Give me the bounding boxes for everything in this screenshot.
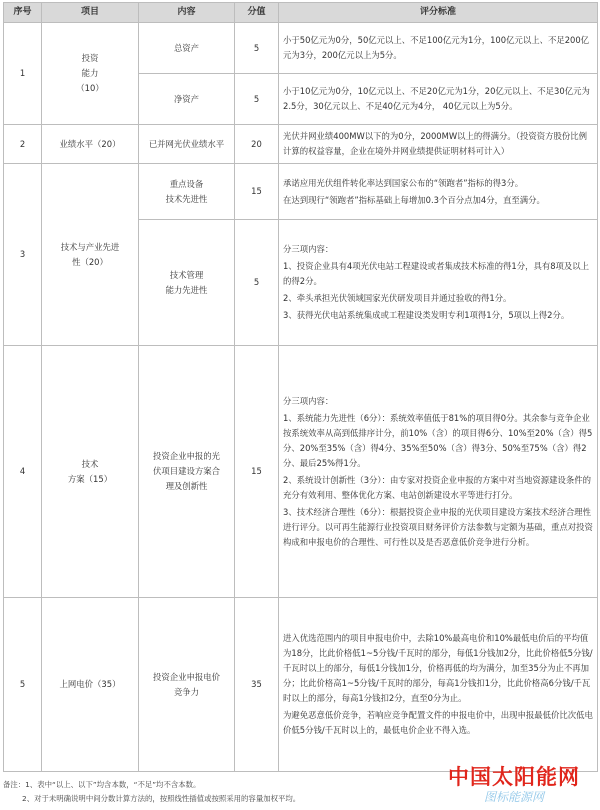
table-row bbox=[4, 346, 598, 598]
standard-paragraph: 1、系统能力先进性（6分）：系统效率值低于81%的项目得0分。其余参与竞争企业按系统效率从高到低排序计分，前10%（含）的项目得6分、10%至20%（含）得5分、20%至35%（含）得4分、35%至50%（含）得3分、50%至75%（含）得2分、最后25%得1分。 bbox=[283, 412, 593, 468]
item-cell bbox=[42, 164, 139, 346]
standard-cell bbox=[279, 346, 598, 598]
standard-paragraph: 2、牵头承担光伏领域国家光伏研发项目并通过验收的得1分。 bbox=[283, 293, 512, 303]
watermark-subtitle: 图标能源网 bbox=[483, 790, 544, 804]
row-number: 4 bbox=[4, 346, 42, 598]
item-cell: 业绩水平（20） bbox=[42, 125, 139, 164]
standard-paragraph: 承诺应用光伏组件转化率达到国家公布的“领跑者”指标的得3分。 bbox=[283, 177, 524, 188]
footnotes bbox=[3, 778, 300, 806]
item-cell bbox=[42, 23, 139, 125]
row-number: 2 bbox=[4, 125, 42, 164]
content-cell bbox=[139, 598, 235, 772]
content-line: 理及创新性 bbox=[165, 481, 208, 491]
content-cell bbox=[139, 164, 235, 220]
standard-cell: 小于50亿元为0分，50亿元以上、不足100亿元为1分，100亿元以上、不足200亿元为3分，200亿元以上为5分。 bbox=[279, 23, 598, 74]
header-content: 内容 bbox=[139, 3, 235, 23]
content-line: 伏项目建设方案合 bbox=[153, 466, 220, 476]
content-line: 投资企业申报的光 bbox=[153, 451, 220, 461]
standard-paragraph: 进入优选范围内的项目申报电价中，去除10%最高电价和10%最低电价后的平均值为18分，比此价格低1~5分钱/千瓦时的部分，每低1分钱加2分，比此价格低5分钱/千瓦时以上的部分，每低1分钱加1分，价格再低的均为满分，加至35分为止不再加分；比此价格高1~5分钱/千瓦时的部分，每高1分钱扣1分，比此价格高6分钱/千瓦时以上的部分，每高1分钱扣2分，直至0分为止。 bbox=[283, 633, 593, 703]
standard-paragraph: 2、系统设计创新性（3分）：由专家对投资企业申报的方案中对当地资源建设条件的充分有效利用、整体优化方案、电站创新建设水平等进行打分。 bbox=[283, 474, 591, 500]
standard-paragraph: 分三项内容： bbox=[283, 244, 334, 254]
content-cell: 已并网光伏业绩水平 bbox=[139, 125, 235, 164]
standard-paragraph: 3、技术经济合理性（6分）：根据投资企业申报的光伏项目建设方案技术经济合理性进行评分。以可再生能源行业投资项目财务评价方法参数与定额为基础，重点对投资构成和申报电价的合理性、可行性以及是否恶意低价竞争进行分析。 bbox=[283, 506, 593, 547]
watermark-title: 中国太阳能网 bbox=[448, 765, 580, 789]
content-line: 竞争力 bbox=[173, 686, 200, 697]
item-line: （10） bbox=[76, 83, 104, 93]
score-cell: 15 bbox=[235, 164, 279, 220]
standard-paragraph: 为避免恶意低价竞争，若响应竞争配置文件的申报电价中，出现申报最低价比次低电价低5分钱/千瓦时以上的，最低电价企业不得入选。 bbox=[283, 710, 593, 735]
score-cell: 20 bbox=[235, 125, 279, 164]
row-number: 3 bbox=[4, 164, 42, 346]
standard-cell bbox=[279, 220, 598, 346]
score-cell: 5 bbox=[235, 23, 279, 74]
standard-cell bbox=[279, 164, 598, 220]
content-line: 技术管理 bbox=[169, 269, 204, 280]
score-cell: 15 bbox=[235, 346, 279, 598]
item-line: 性（20） bbox=[72, 256, 108, 267]
standard-paragraph: 分三项内容： bbox=[283, 395, 334, 406]
content-cell bbox=[139, 346, 235, 598]
item-line: 技术 bbox=[81, 458, 99, 469]
header-no: 序号 bbox=[4, 3, 42, 23]
content-cell: 总资产 bbox=[139, 23, 235, 74]
footnote-line: 2、对于未明确说明中间分数计算方法的，按照线性插值或按照采用的容量加权平均。 bbox=[22, 794, 301, 803]
header-standard: 评分标准 bbox=[279, 3, 598, 23]
content-line: 技术先进性 bbox=[165, 193, 208, 204]
item-line: 投资 bbox=[81, 53, 99, 63]
watermark bbox=[448, 764, 580, 804]
item-cell bbox=[42, 346, 139, 598]
footnote-line: 备注：1、表中“以上、以下”均含本数，“不足”均不含本数。 bbox=[3, 780, 201, 789]
content-line: 能力先进性 bbox=[165, 284, 208, 295]
standard-cell: 小于10亿元为0分，10亿元以上、不足20亿元为1分，20亿元以上、不足30亿元为2.5分，30亿元以上、不足40亿元为4分， 40亿元以上为5分。 bbox=[279, 74, 598, 125]
header-score: 分值 bbox=[235, 3, 279, 23]
scoring-table bbox=[3, 2, 598, 772]
content-line: 重点设备 bbox=[169, 178, 204, 189]
table-header-row bbox=[4, 3, 598, 23]
content-line: 投资企业申报电价 bbox=[153, 671, 220, 682]
row-number: 1 bbox=[4, 23, 42, 125]
score-cell: 5 bbox=[235, 220, 279, 346]
item-line: 能力 bbox=[81, 68, 99, 78]
score-cell: 5 bbox=[235, 74, 279, 125]
standard-paragraph: 3、获得光伏电站系统集成或工程建设类发明专利1项得1分，5项以上得2分。 bbox=[283, 310, 570, 320]
content-cell bbox=[139, 220, 235, 346]
item-line: 技术与产业先进 bbox=[60, 241, 120, 252]
item-cell: 上网电价（35） bbox=[42, 598, 139, 772]
item-line: 方案（15） bbox=[67, 473, 113, 484]
header-item: 项目 bbox=[42, 3, 139, 23]
table-row bbox=[4, 23, 598, 74]
table-row bbox=[4, 598, 598, 772]
row-number: 5 bbox=[4, 598, 42, 772]
standard-cell: 光伏并网业绩400MW以下的为0分，2000MW以上的得满分。（投资资方股份比例计算的权益容量，企业在境外并网业绩提供证明材料可计入） bbox=[279, 125, 598, 164]
score-cell: 35 bbox=[235, 598, 279, 772]
standard-cell bbox=[279, 598, 598, 772]
standard-paragraph: 1、投资企业具有4项光伏电站工程建设或者集成技术标准的得1分，具有8项及以上的得2分。 bbox=[283, 261, 590, 286]
table-row bbox=[4, 125, 598, 164]
content-cell: 净资产 bbox=[139, 74, 235, 125]
table-row bbox=[4, 164, 598, 220]
standard-paragraph: 在达到现行“领跑者”指标基础上每增加0.3个百分点加4分，直至满分。 bbox=[283, 194, 545, 205]
